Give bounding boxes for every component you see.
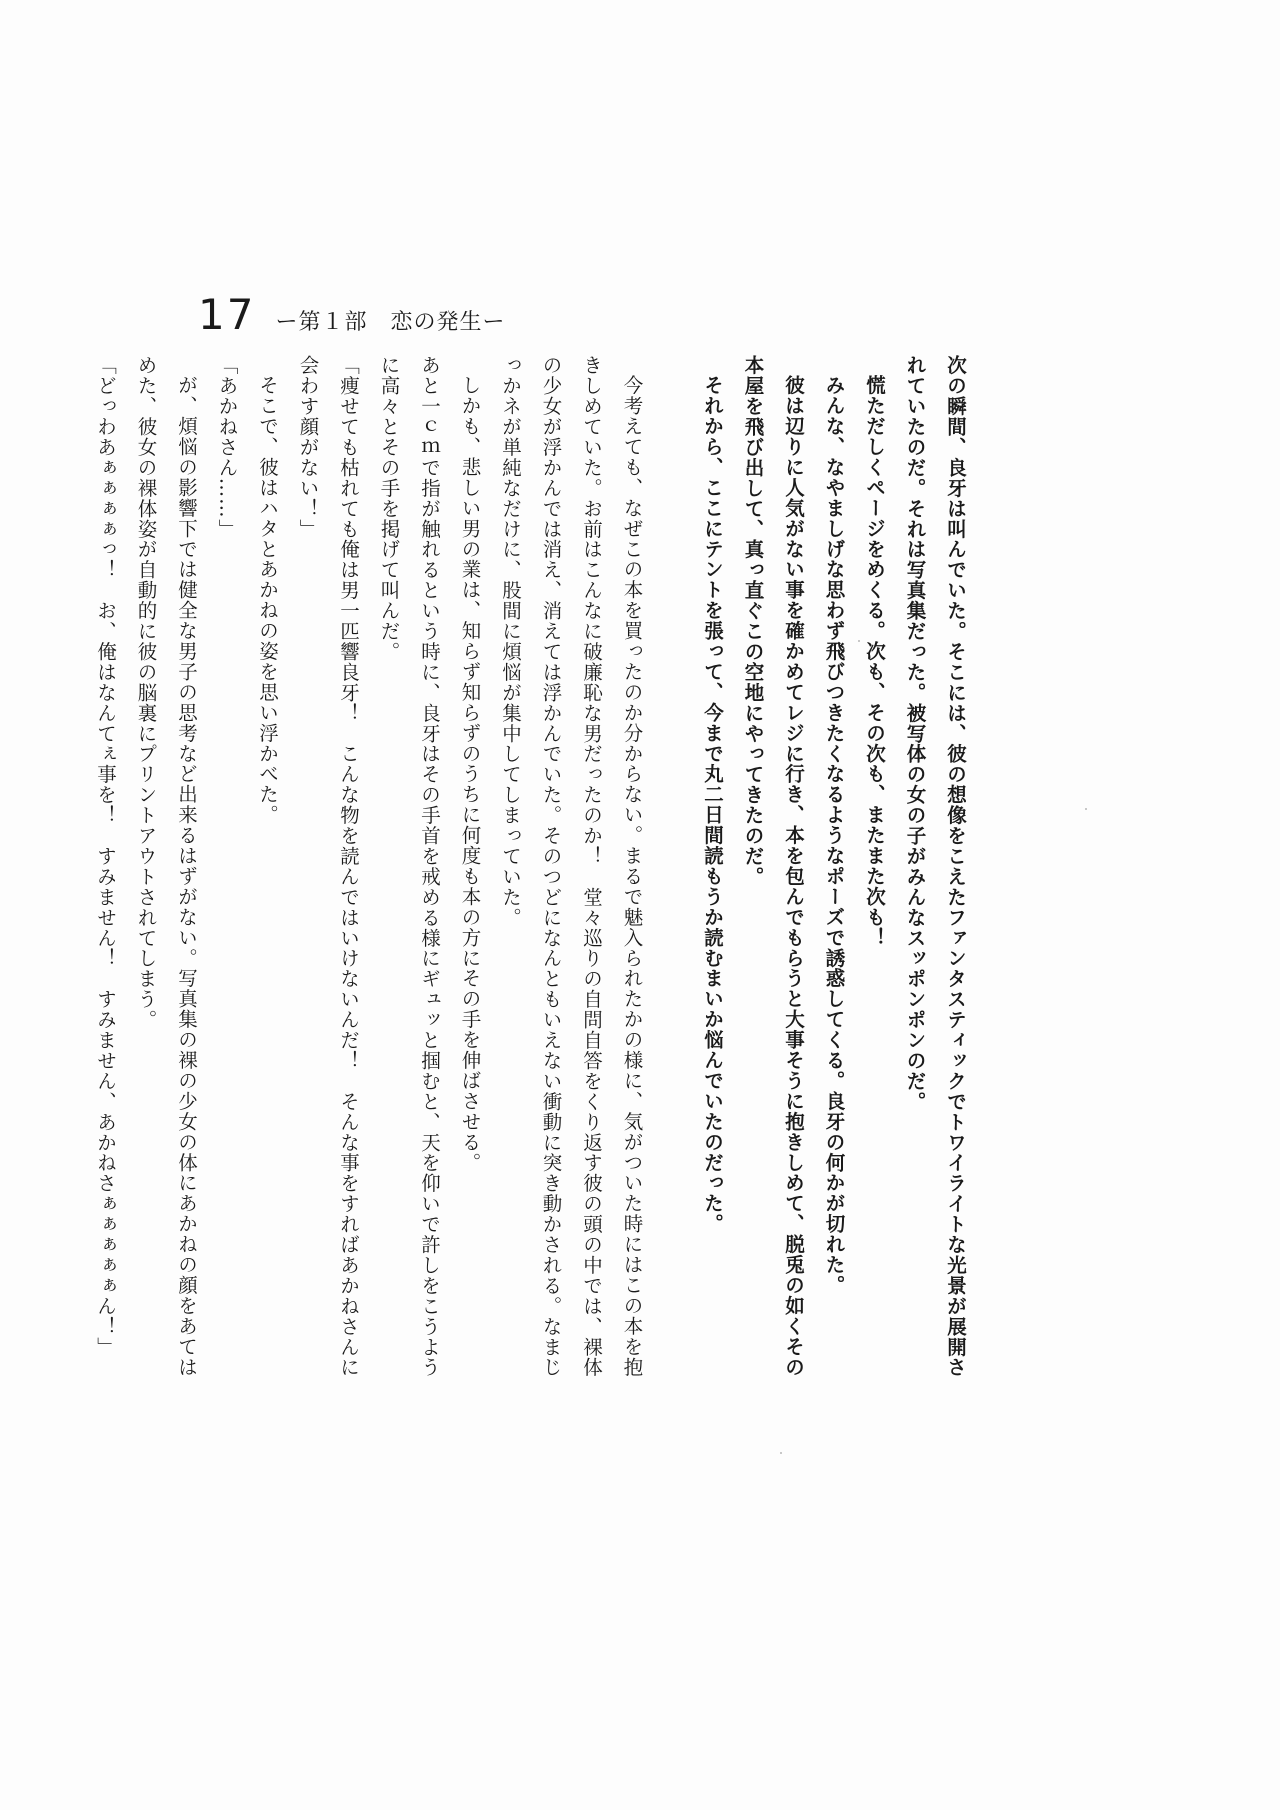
- paragraph: あと一ｃｍで指が触れるという時に、良牙はその手首を戒める様にギュッと掴むと、天を仰いで許しをこうように高々とその手を掲げて叫んだ。: [377, 355, 441, 1378]
- paragraph: 今考えても、なぜこの本を買ったのか分からない。まるで魅入られたかの様に、気がついた時にはこの本を抱きしめていた。お前はこんなに破廉恥な男だったのか！ 堂々巡りの自問自答をくり返す彼の頭の中では、裸体の少女が浮かんでは消え、消えては浮かんでいた。そのつどになんともいえない衝動に突き動かされる。なまじっかネが単純なだけに、股間に煩悩が集中してしまっていた。: [499, 355, 644, 1378]
- chapter-title: ー第１部 恋の発生ー: [275, 310, 506, 335]
- paragraph: そこで、彼はハタとあかねの姿を思い浮かべた。: [256, 374, 279, 825]
- paragraph: 「あかねさん……」: [215, 355, 239, 540]
- scan-speck: [780, 1452, 782, 1454]
- page-number: 17: [198, 290, 256, 339]
- paragraph: が、煩悩の影響下では健全な男子の思考など出来るはずがない。写真集の裸の少女の体にあかねの顔をあてはめた、彼女の裸体姿が自動的に彼の脳裏にプリントアウトされてしまう。: [134, 355, 198, 1377]
- paragraph: みんな、なやましげな思わず飛びつきたくなるようなポーズで誘惑してくる。良牙の何かが切れた。: [822, 374, 846, 1295]
- vertical-text-body: [94, 355, 975, 1385]
- scan-speck: [858, 640, 860, 642]
- paragraph: 「どっわあぁぁぁぁっ！ お、俺はなんてぇ事を！ すみません！ すみません、あかねさぁぁぁぁぁん！」: [94, 355, 117, 1358]
- paragraph-gap: [652, 355, 692, 1385]
- paragraph: 慌ただしくページをめくる。次も、その次も、またまた次も！: [863, 374, 886, 948]
- scan-speck: [1085, 808, 1087, 810]
- paragraph: それから、ここにテントを張って、今まで丸二日間読もうか読むまいか悩んでいたのだった。: [701, 374, 724, 1234]
- paragraph: 「痩せても枯れても俺は男一匹響良牙！ こんな物を読んではいけないんだ！ そんな事をすればあかねさんに会わす顔がない！」: [296, 355, 360, 1378]
- paragraph: 次の瞬間、良牙は叫んでいた。そこには、彼の想像をこえたファンタスティックでトワイライトな光景が展開されていたのだ。それは写真集だった。被写体の女の子がみんなスッポンポンのだ。: [903, 355, 967, 1378]
- paragraph: 彼は辺りに人気がない事を確かめてレジに行き、本を包んでもらうと大事そうに抱きしめて、脱兎の如くその本屋を飛び出して、真っ直ぐこの空地にやってきたのだ。: [741, 355, 805, 1377]
- paragraph: しかも、悲しい男の業は、知らず知らずのうちに何度も本の方にその手を伸ばさせる。: [458, 374, 482, 1173]
- page-header: [198, 290, 505, 339]
